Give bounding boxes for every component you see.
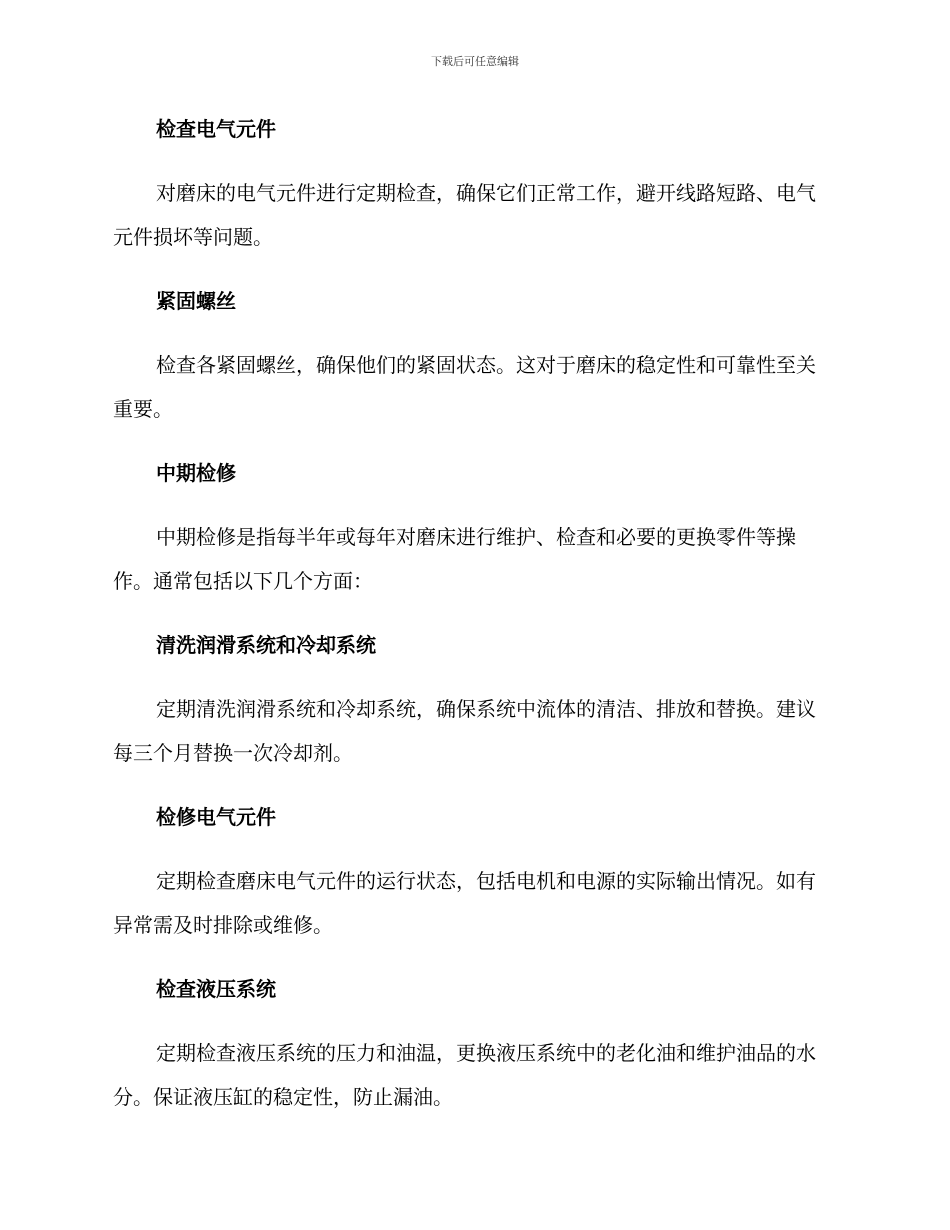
section-heading-check-electrical: 检查电气元件 <box>156 117 276 141</box>
section-body-check-hydraulic: 定期检查液压系统的压力和油温，更换液压系统中的老化油和维护油品的水分。保证液压缸的稳定性，防止漏油。 <box>113 1041 816 1109</box>
section-heading-tighten-screws: 紧固螺丝 <box>156 289 236 313</box>
section-body-mid-term-overhaul: 中期检修是指每半年或每年对磨床进行维护、检查和必要的更换零件等操作。通常包括以下几个方面： <box>113 525 796 593</box>
section-body-repair-electrical: 定期检查磨床电气元件的运行状态，包括电机和电源的实际输出情况。如有异常需及时排除或维修。 <box>113 869 816 937</box>
document-content <box>113 111 833 1143</box>
section-body-clean-lubrication-cooling: 定期清洗润滑系统和冷却系统，确保系统中流体的清洁、排放和替换。建议每三个月替换一次冷却剂。 <box>113 697 816 765</box>
section-body-tighten-screws: 检查各紧固螺丝，确保他们的紧固状态。这对于磨床的稳定性和可靠性至关重要。 <box>113 353 816 421</box>
section-body-check-electrical: 对磨床的电气元件进行定期检查，确保它们正常工作，避开线路短路、电气元件损坏等问题。 <box>113 181 816 249</box>
section-heading-clean-lubrication-cooling: 清洗润滑系统和冷却系统 <box>156 633 376 657</box>
section-heading-mid-term-overhaul: 中期检修 <box>156 461 236 485</box>
page-header-note: 下载后可任意编辑 <box>431 55 519 68</box>
section-heading-repair-electrical: 检修电气元件 <box>156 805 276 829</box>
section-heading-check-hydraulic: 检查液压系统 <box>156 977 276 1001</box>
